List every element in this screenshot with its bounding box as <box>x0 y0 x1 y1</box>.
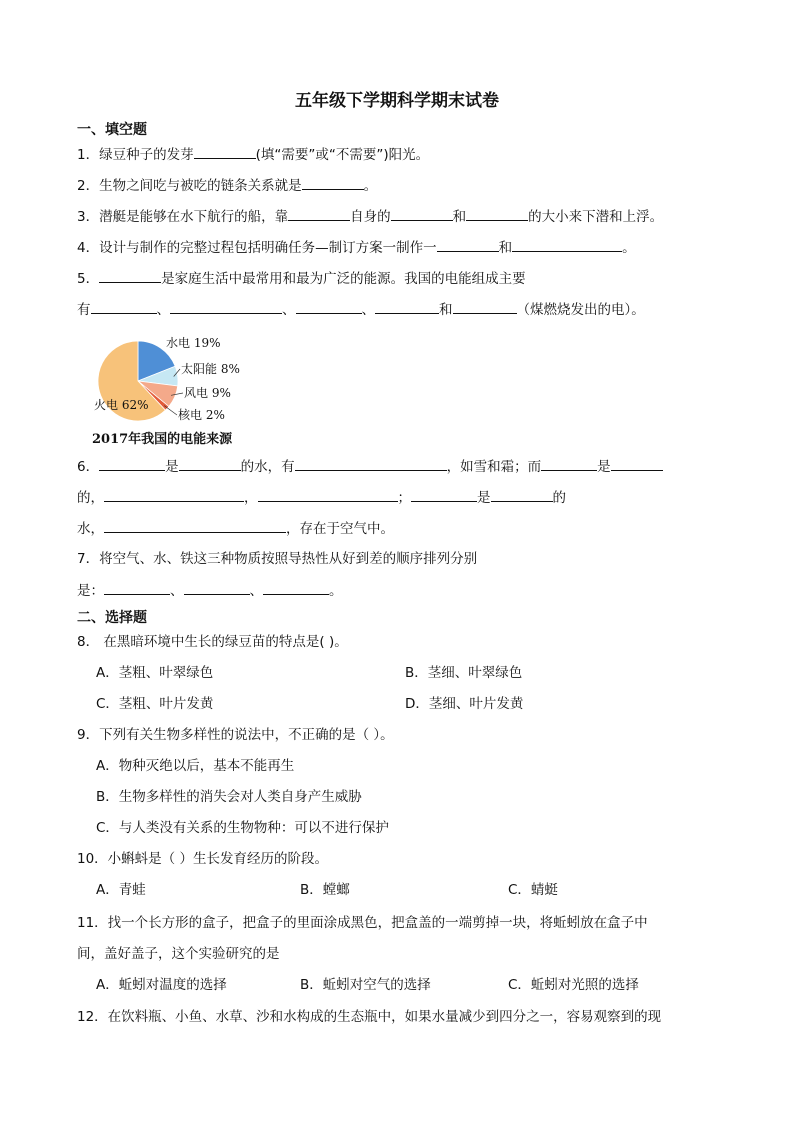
q8-option-d[interactable]: D．茎细、叶片发黄 <box>405 696 524 712</box>
pie-chart-svg <box>92 336 262 426</box>
question-2: 2．生物之间吃与被吃的链条关系就是 。 <box>77 175 377 196</box>
q11-option-c[interactable]: C．蚯蚓对光照的选择 <box>508 977 639 993</box>
answer-blank[interactable] <box>258 487 398 502</box>
leader-line-nuclear <box>164 406 177 415</box>
question-12-stem: 12．在饮料瓶、小鱼、水草、沙和水构成的生态瓶中，如果水量减少到四分之一，容易观察到的现 <box>77 1009 662 1025</box>
answer-blank[interactable] <box>611 456 663 471</box>
answer-blank[interactable] <box>104 518 286 533</box>
question-8-stem: 8． 在黑暗环境中生长的绿豆苗的特点是( )。 <box>77 634 348 650</box>
answer-blank[interactable] <box>302 175 364 190</box>
question-3: 3．潜艇是能够在水下航行的船，靠 自身的 和 的大小来下潜和上浮。 <box>77 206 663 227</box>
answer-blank[interactable] <box>184 580 250 595</box>
q9-option-b[interactable]: B．生物多样性的消失会对人类自身产生威胁 <box>96 789 362 805</box>
q8-option-c[interactable]: C．茎粗、叶片发黄 <box>96 696 214 712</box>
question-7-line-1: 7．将空气、水、铁这三种物质按照导热性从好到差的顺序排列分别 <box>77 551 478 567</box>
q10-option-b[interactable]: B．螳螂 <box>300 882 350 898</box>
answer-blank[interactable] <box>288 206 350 221</box>
question-6-line-3: 水， ，存在于空气中。 <box>77 518 394 539</box>
answer-blank[interactable] <box>104 580 170 595</box>
answer-blank[interactable] <box>296 299 362 314</box>
chart-caption: 2017年我国的电能来源 <box>92 432 233 447</box>
q11-option-a[interactable]: A．蚯蚓对温度的选择 <box>96 977 227 993</box>
answer-blank[interactable] <box>194 144 256 159</box>
question-10-stem: 10．小蝌蚪是（ ）生长发育经历的阶段。 <box>77 851 328 867</box>
answer-blank[interactable] <box>99 456 165 471</box>
label-thermal: 火电 62% <box>94 398 149 412</box>
q10-option-c[interactable]: C．蜻蜓 <box>508 882 558 898</box>
answer-blank[interactable] <box>411 487 477 502</box>
q9-option-a[interactable]: A．物种灭绝以后，基本不能再生 <box>96 758 295 774</box>
question-5-line-1: 5． 是家庭生活中最常用和最为广泛的能源。我国的电能组成主要 <box>77 268 526 289</box>
answer-blank[interactable] <box>104 487 244 502</box>
answer-blank[interactable] <box>99 268 161 283</box>
answer-blank[interactable] <box>295 456 447 471</box>
answer-blank[interactable] <box>391 206 453 221</box>
question-6-line-2: 的， ， ； 是 的 <box>77 487 566 508</box>
question-5-line-2: 有 、 、 、 和 （煤燃烧发出的电）。 <box>77 299 645 320</box>
q11-option-b[interactable]: B．蚯蚓对空气的选择 <box>300 977 431 993</box>
q9-option-c[interactable]: C．与人类没有关系的生物物种：可以不进行保护 <box>96 820 389 836</box>
question-6-line-1: 6． 是 的水，有 ，如雪和霜；而 是 <box>77 456 663 477</box>
answer-blank[interactable] <box>170 299 282 314</box>
question-1: 1．绿豆种子的发芽 (填“需要”或“不需要”)阳光。 <box>77 144 429 165</box>
question-11-stem-line-2: 间，盖好盖子，这个实验研究的是 <box>77 946 280 962</box>
answer-blank[interactable] <box>466 206 528 221</box>
answer-blank[interactable] <box>263 580 329 595</box>
label-wind: 风电 9% <box>184 386 231 400</box>
question-9-stem: 9．下列有关生物多样性的说法中，不正确的是（ ）。 <box>77 727 394 743</box>
section-choice: 二、选择题 <box>77 610 147 626</box>
answer-blank[interactable] <box>512 237 622 252</box>
question-11-stem-line-1: 11．找一个长方形的盒子，把盒子的里面涂成黑色，把盒盖的一端剪掉一块，将蚯蚓放在盒子中 <box>77 915 648 931</box>
answer-blank[interactable] <box>179 456 241 471</box>
label-solar: 太阳能 8% <box>181 362 240 376</box>
answer-blank[interactable] <box>91 299 157 314</box>
answer-blank[interactable] <box>375 299 439 314</box>
label-hydro: 水电 19% <box>166 336 221 350</box>
q8-option-b[interactable]: B．茎细、叶翠绿色 <box>405 665 523 681</box>
answer-blank[interactable] <box>541 456 597 471</box>
q10-option-a[interactable]: A．青蛙 <box>96 882 146 898</box>
label-nuclear: 核电 2% <box>178 408 225 422</box>
energy-pie-chart <box>92 336 262 426</box>
question-7-line-2: 是： 、 、 。 <box>77 580 343 601</box>
question-4: 4．设计与制作的完整过程包括明确任务—制订方案一制作一 和 。 <box>77 237 636 258</box>
answer-blank[interactable] <box>453 299 517 314</box>
section-fill-in: 一、填空题 <box>77 122 147 138</box>
exam-title: 五年级下学期科学期末试卷 <box>295 91 499 111</box>
answer-blank[interactable] <box>437 237 499 252</box>
q8-option-a[interactable]: A．茎粗、叶翠绿色 <box>96 665 214 681</box>
answer-blank[interactable] <box>491 487 553 502</box>
